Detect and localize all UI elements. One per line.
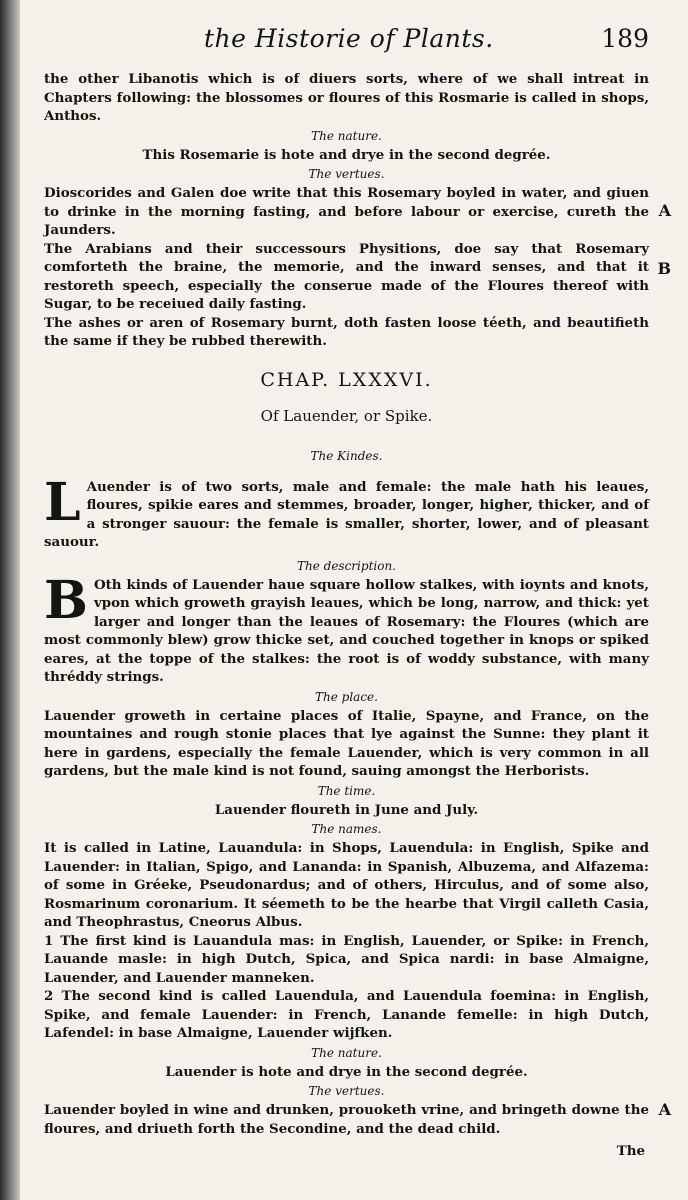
names-label: The names. — [311, 822, 382, 836]
kindes-label: The Kindes. — [310, 448, 383, 463]
nature-label: The nature. — [311, 128, 382, 143]
chapter-title: Of Lauender, or Spike. — [260, 407, 433, 425]
description-paragraph — [44, 569, 649, 687]
vertue-paragraph-3: The ashes or aren of Rosemary burnt, doth fasten loose téeth, and beautifieth the same if they be rubbed therewith. — [44, 314, 649, 349]
chapter-heading: CHAP. LXXXVI. — [260, 368, 433, 391]
names-paragraph-1: It is called in Latine, Lauandula: in Shops, Lauendula: in English, Spike and Lauender: in Italian, Spigo, and Lananda: in Spanish, Albuzema, and Alfazema: of some in Gréeke, Pseudonardus; and of others, Hirculus, and of some also, Rosmarinum coronarium. It séemeth to be the hearbe that Virgil calleth Casia, and Theophrastus, Cneorus Albus. — [44, 840, 649, 930]
kindes-text: Auender is of two sorts, male and female: the male hath his leaues, floures, spikie eares and stemmes, broader, longer, higher, thicker, and of a stronger sauour: the female is smaller, shorter, lower, and of pleasant sauour. — [44, 478, 649, 550]
drop-cap-b: B — [44, 569, 88, 631]
book-page — [44, 24, 671, 1161]
nature-text: This Rosemarie is hote and drye in the second degrée. — [142, 146, 551, 163]
kindes-paragraph — [44, 471, 649, 552]
nature2-text: Lauender is hote and drye in the second degrée. — [165, 1063, 528, 1080]
vertues2-section — [44, 1083, 671, 1138]
vertues-label: The vertues. — [308, 167, 385, 181]
catchword: The — [616, 1143, 645, 1159]
vertues2-text: Lauender boyled in wine and drunken, prouoketh vrine, and bringeth downe the floures, and driueth forth the Secondine, and the dead child. — [44, 1102, 649, 1137]
time-label: The time. — [317, 783, 376, 798]
nature2-label: The nature. — [311, 1045, 382, 1060]
place-label: The place. — [315, 689, 378, 704]
vertue-paragraph-1: Dioscorides and Galen doe write that this Rosemary boyled in water, and giuen to drinke in the morning fasting, and before labour or exercise, cureth the Jaunders. — [44, 185, 649, 238]
description-label: The description. — [297, 558, 396, 573]
vertues2-label: The vertues. — [308, 1084, 385, 1098]
time-text: Lauender floureth in June and July. — [214, 801, 479, 818]
vertue-paragraph-2: The Arabians and their successours Physitions, doe say that Rosemary comforteth the braine, the memorie, and the inward senses, and that it restoreth speech, especially the conserue made of the Floures thereof with Sugar, to be receiued daily fasting. — [44, 240, 649, 312]
rosemary-section — [44, 70, 671, 351]
description-text: Oth kinds of Lauender haue square hollow stalkes, with ioynts and knots, vpon which groweth grayish leaues, which be long, narrow, and thick: yet larger and longer than the leaues of Rosemary: the Floures (which are most commonly blew) grow thicke set, and couched together in knops or spiked eares, at the toppe of the stalkes: the root is of woddy substance, with many thréddy strings. — [44, 576, 649, 685]
place-text: Lauender groweth in certaine places of Italie, Spayne, and France, on the mountaines and rough stonie places that lye against the Sunne: they plant it here in gardens, especially the female Lauender, which is very common in all gardens, but the male kind is not found, sauing amongst the Herborists. — [44, 707, 649, 779]
rosemary-intro: the other Libanotis which is of diuers sorts, where of we shall intreat in Chapters following: the blossomes or floures of this Rosmarie is called in shops, Anthos. — [44, 71, 649, 124]
drop-cap-l: L — [44, 471, 81, 533]
names-paragraph-3: 2 The second kind is called Lauendula, and Lauendula foemina: in English, Spike, and female Lauender: in French, Lanande femelle: in high Dutch, Lafendel: in base Almaigne, Lauender wijfken. — [44, 988, 649, 1041]
margin-letter-a: A — [658, 201, 671, 220]
book-spine-shadow — [0, 0, 20, 1200]
margin-letter-b: B — [657, 259, 671, 278]
running-title: the Historie of Plants. — [204, 24, 494, 53]
page-number: 189 — [601, 24, 649, 53]
margin-letter-a2: A — [658, 1100, 671, 1119]
running-header — [44, 24, 649, 70]
names-paragraph-2: 1 The first kind is Lauandula mas: in English, Lauender, or Spike: in French, Lauande masle: in high Dutch, Spica, and Spica nardi: in base Almaigne, Lauender, and Lauender manneken. — [44, 932, 649, 986]
